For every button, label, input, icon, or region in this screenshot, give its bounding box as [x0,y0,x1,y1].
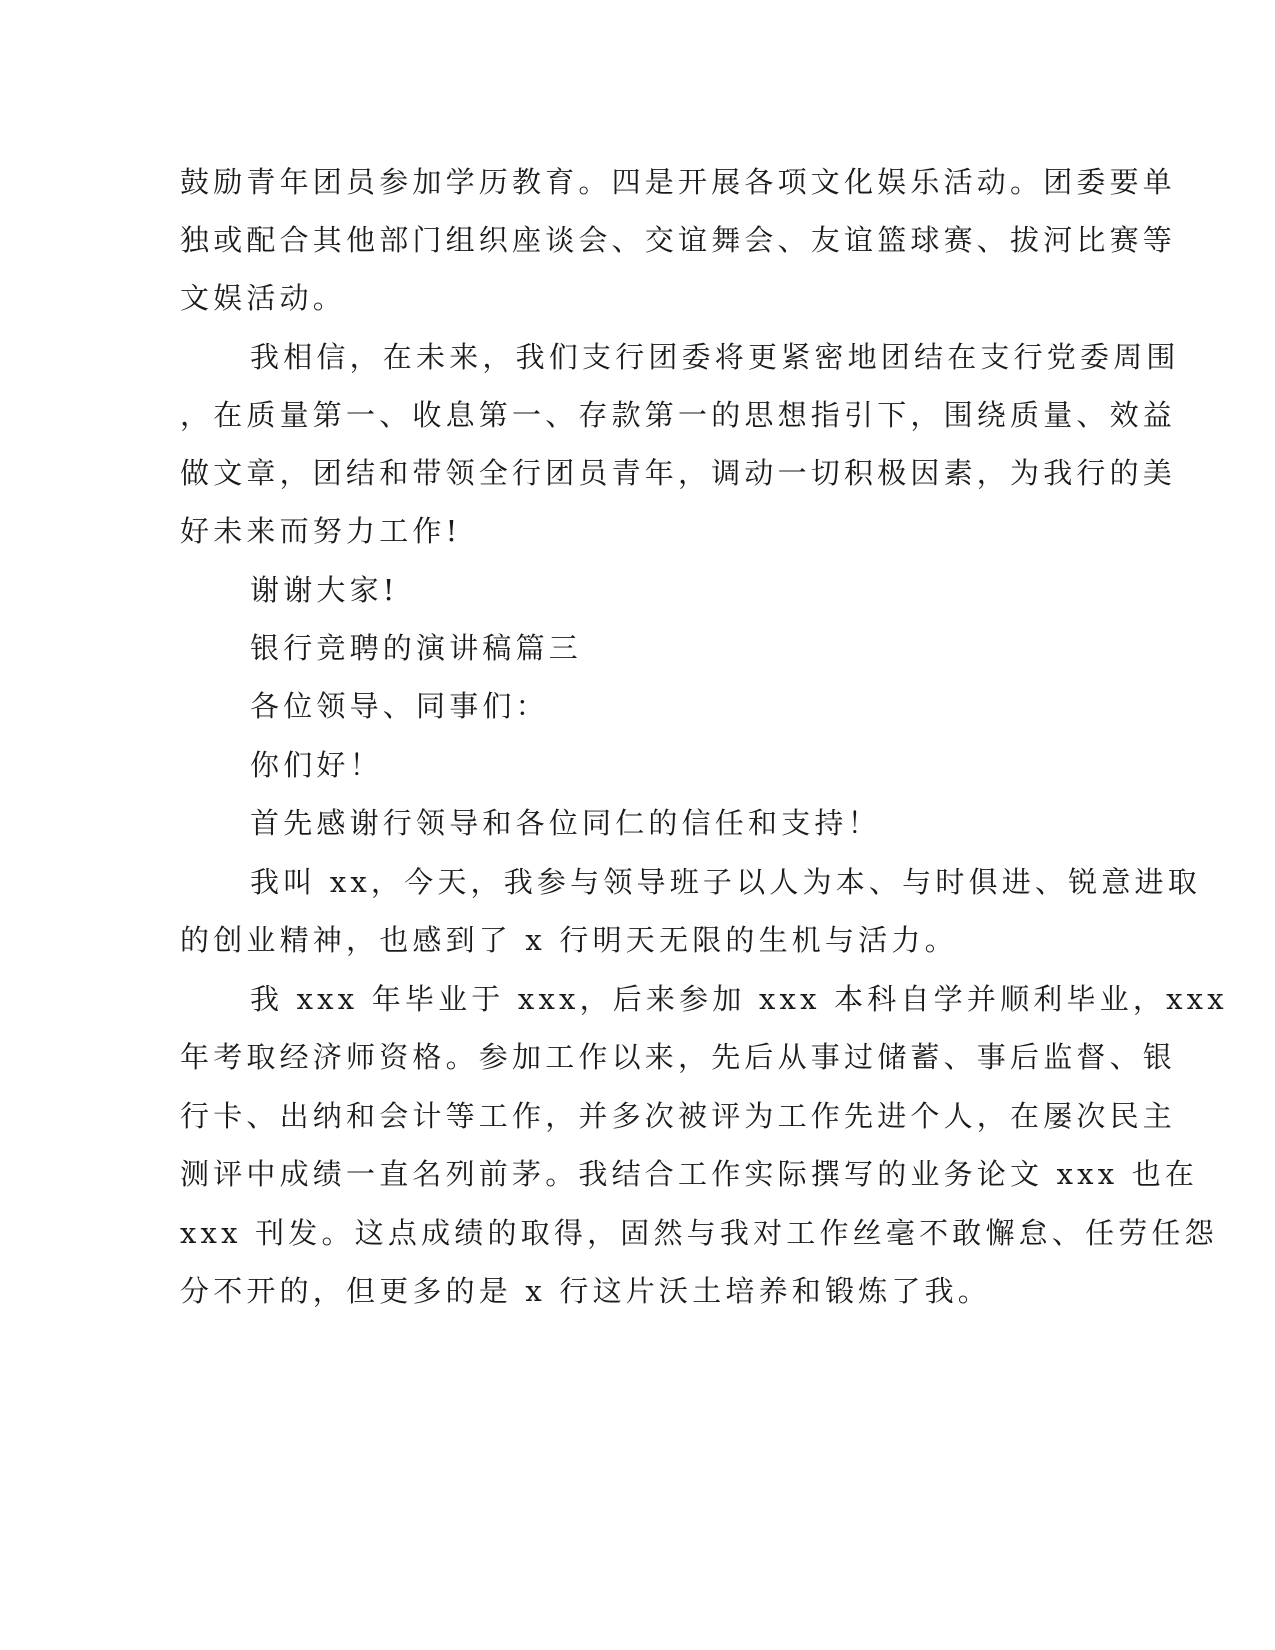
text-line: 分不开的，但更多的是 x 行这片沃土培养和锻炼了我。 [180,1274,991,1308]
text-line: xxx 刊发。这点成绩的取得，固然与我对工作丝毫不敢懈怠、任劳任怨 [180,1216,1218,1250]
text-line: 独或配合其他部门组织座谈会、交谊舞会、友谊篮球赛、拔河比赛等 [180,223,1177,257]
text-line: 各位领导、同事们： [250,689,549,723]
text-line: 我相信，在未来，我们支行团委将更紧密地团结在支行党委周围 [250,340,1180,374]
text-line: 你们好！ [250,748,383,782]
text-line: 我叫 xx，今天，我参与领导班子以人为本、与时俱进、锐意进取 [250,865,1201,899]
text-line: 行卡、出纳和会计等工作，并多次被评为工作先进个人，在屡次民主 [180,1099,1177,1133]
text-line: 做文章，团结和带领全行团员青年，调动一切积极因素，为我行的美 [180,456,1177,490]
text-line: 好未来而努力工作! [180,514,462,548]
text-line: 年考取经济师资格。参加工作以来，先后从事过储蓄、事后监督、银 [180,1040,1177,1074]
text-line: 的创业精神，也感到了 x 行明天无限的生机与活力。 [180,923,958,957]
text-line: 鼓励青年团员参加学历教育。四是开展各项文化娱乐活动。团委要单 [180,165,1177,199]
text-line: 测评中成绩一直名列前茅。我结合工作实际撰写的业务论文 xxx 也在 [180,1157,1199,1191]
text-line: 首先感谢行领导和各位同仁的信任和支持！ [250,806,881,840]
text-line: 谢谢大家! [250,573,399,607]
text-line: 我 xxx 年毕业于 xxx，后来参加 xxx 本科自学并顺利毕业，xxx [250,982,1228,1016]
section-heading: 银行竞聘的演讲稿篇三 [250,631,583,665]
text-line: ，在质量第一、收息第一、存款第一的思想指引下，围绕质量、效益 [180,398,1177,432]
text-line: 文娱活动。 [180,281,347,315]
